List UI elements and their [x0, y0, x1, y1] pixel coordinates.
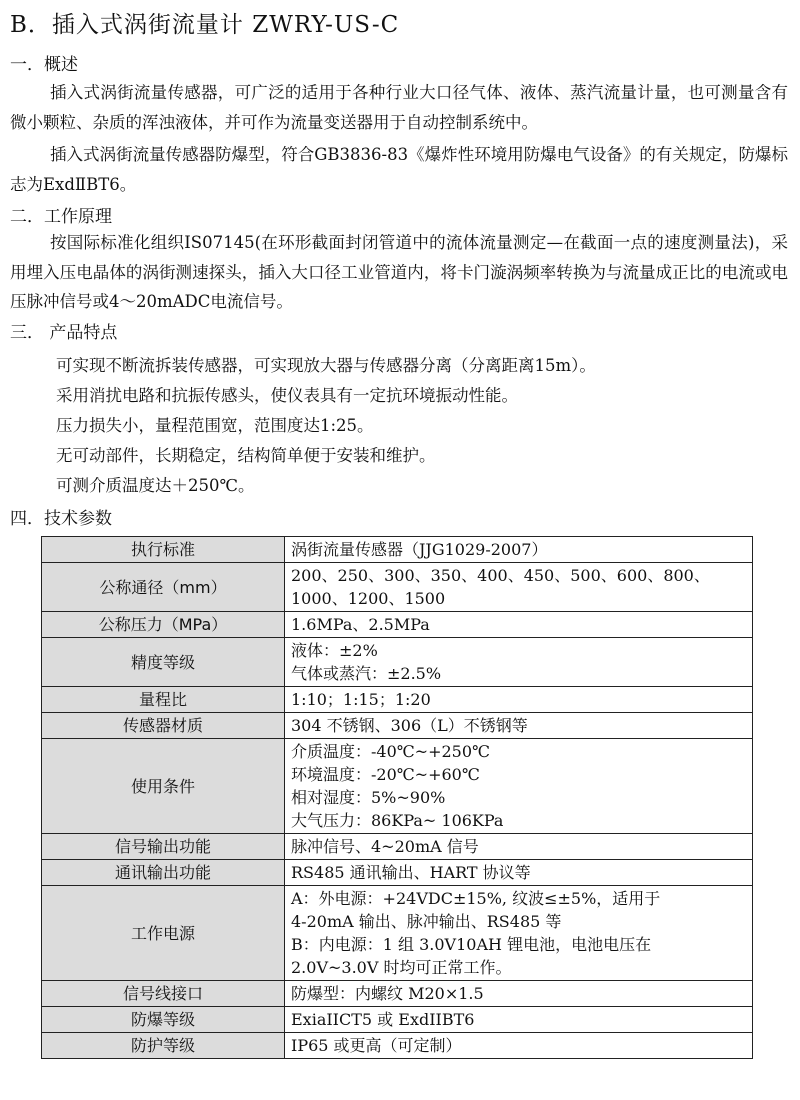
spec-key: 传感器材质 — [42, 713, 285, 739]
spec-key: 使用条件 — [42, 739, 285, 834]
spec-value-line: IP65 或更高（可定制） — [291, 1036, 462, 1055]
table-row — [42, 860, 753, 886]
table-row — [42, 563, 753, 612]
spec-key: 通讯输出功能 — [42, 860, 285, 886]
spec-key: 信号线接口 — [42, 981, 285, 1007]
spec-value-line: 介质温度：-40℃~+250℃ — [291, 742, 490, 761]
spec-value — [285, 739, 753, 834]
feature-item: 可实现不断流拆装传感器，可实现放大器与传感器分离（分离距离15m）。 — [56, 356, 596, 375]
principle-paragraph: 按国际标准化组织IS07145(在环形截面封闭管道中的流体流量测定—在截面一点的速度测量法)，采用埋入压电晶体的涡街测速探头，插入大口径工业管道内，将卡门漩涡频率转换为与流量成正比的电流或电压脉冲信号或4～20mADC电流信号。 — [10, 233, 788, 311]
spec-key: 信号输出功能 — [42, 834, 285, 860]
spec-key: 公称压力（MPa） — [42, 612, 285, 638]
spec-value-line: ExiaIICT5 或 ExdIIBT6 — [291, 1010, 475, 1029]
spec-value-line: 4-20mA 输出、脉冲输出、RS485 等 — [291, 912, 562, 931]
table-row — [42, 834, 753, 860]
spec-value-line: 2.0V~3.0V 时均可正常工作。 — [291, 958, 512, 977]
feature-item: 采用消扰电路和抗振传感头，使仪表具有一定抗环境振动性能。 — [56, 386, 518, 405]
table-row — [42, 638, 753, 687]
spec-value-line: 1.6MPa、2.5MPa — [291, 615, 430, 634]
overview-paragraph-1: 插入式涡街流量传感器，可广泛的适用于各种行业大口径气体、液体、蒸汽流量计量，也可测量含有微小颗粒、杂质的浑浊液体，并可作为流量变送器用于自动控制系统中。 — [10, 83, 788, 132]
spec-key: 量程比 — [42, 687, 285, 713]
spec-value-line: 气体或蒸汽：±2.5% — [291, 664, 442, 683]
spec-key: 工作电源 — [42, 886, 285, 981]
spec-value-line: 涡街流量传感器（JJG1029-2007） — [291, 540, 548, 559]
spec-value — [285, 860, 753, 886]
spec-key: 防护等级 — [42, 1033, 285, 1059]
spec-value — [285, 1033, 753, 1059]
spec-value — [285, 834, 753, 860]
spec-value-line: 200、250、300、350、400、450、500、600、800、 — [291, 566, 710, 585]
section-heading-specs: 四．技术参数 — [10, 509, 112, 529]
spec-key: 精度等级 — [42, 638, 285, 687]
spec-value-line: A：外电源：+24VDC±15%, 纹波≤±5%，适用于 — [291, 889, 661, 908]
spec-value — [285, 638, 753, 687]
feature-item: 压力损失小，量程范围宽，范围度达1:25。 — [56, 416, 374, 435]
feature-item: 无可动部件，长期稳定，结构简单便于安装和维护。 — [56, 446, 436, 465]
spec-value-line: 304 不锈钢、306（L）不锈钢等 — [291, 716, 528, 735]
table-row — [42, 612, 753, 638]
spec-value-line: 1000、1200、1500 — [291, 589, 446, 608]
spec-value-line: B：内电源：1 组 3.0V10AH 锂电池，电池电压在 — [291, 935, 652, 954]
table-row — [42, 739, 753, 834]
spec-value-line: RS485 通讯输出、HART 协议等 — [291, 863, 531, 882]
table-row — [42, 981, 753, 1007]
table-row — [42, 1007, 753, 1033]
spec-value — [285, 886, 753, 981]
spec-table — [41, 536, 753, 1059]
spec-key: 防爆等级 — [42, 1007, 285, 1033]
overview-paragraph-2: 插入式涡街流量传感器防爆型，符合GB3836-83《爆炸性环境用防爆电气设备》的有关规定，防爆标志为ExdⅡBT6。 — [10, 145, 788, 194]
spec-value-line: 大气压力：86KPa~ 106KPa — [291, 811, 504, 830]
spec-value-line: 脉冲信号、4~20mA 信号 — [291, 837, 479, 856]
section-heading-overview: 一．概述 — [10, 55, 78, 75]
spec-value-line: 防爆型：内螺纹 M20×1.5 — [291, 984, 484, 1003]
table-row — [42, 713, 753, 739]
spec-key: 公称通径（mm） — [42, 563, 285, 612]
spec-value — [285, 1007, 753, 1033]
spec-value — [285, 537, 753, 563]
spec-value — [285, 687, 753, 713]
table-row — [42, 687, 753, 713]
spec-value — [285, 563, 753, 612]
spec-value — [285, 713, 753, 739]
spec-value — [285, 981, 753, 1007]
spec-value-line: 环境温度：-20℃~+60℃ — [291, 765, 480, 784]
section-heading-principle: 二．工作原理 — [10, 207, 112, 227]
section-heading-features: 三． 产品特点 — [10, 323, 118, 343]
spec-value-line: 1:10；1:15；1:20 — [291, 690, 431, 709]
table-row — [42, 886, 753, 981]
feature-item: 可测介质温度达＋250℃。 — [56, 476, 255, 495]
table-row — [42, 1033, 753, 1059]
spec-value-line: 液体：±2% — [291, 641, 378, 660]
document-title: B．插入式涡街流量计 ZWRY-US-C — [10, 12, 400, 38]
spec-value — [285, 612, 753, 638]
table-row — [42, 537, 753, 563]
spec-value-line: 相对湿度：5%~90% — [291, 788, 446, 807]
spec-key: 执行标准 — [42, 537, 285, 563]
